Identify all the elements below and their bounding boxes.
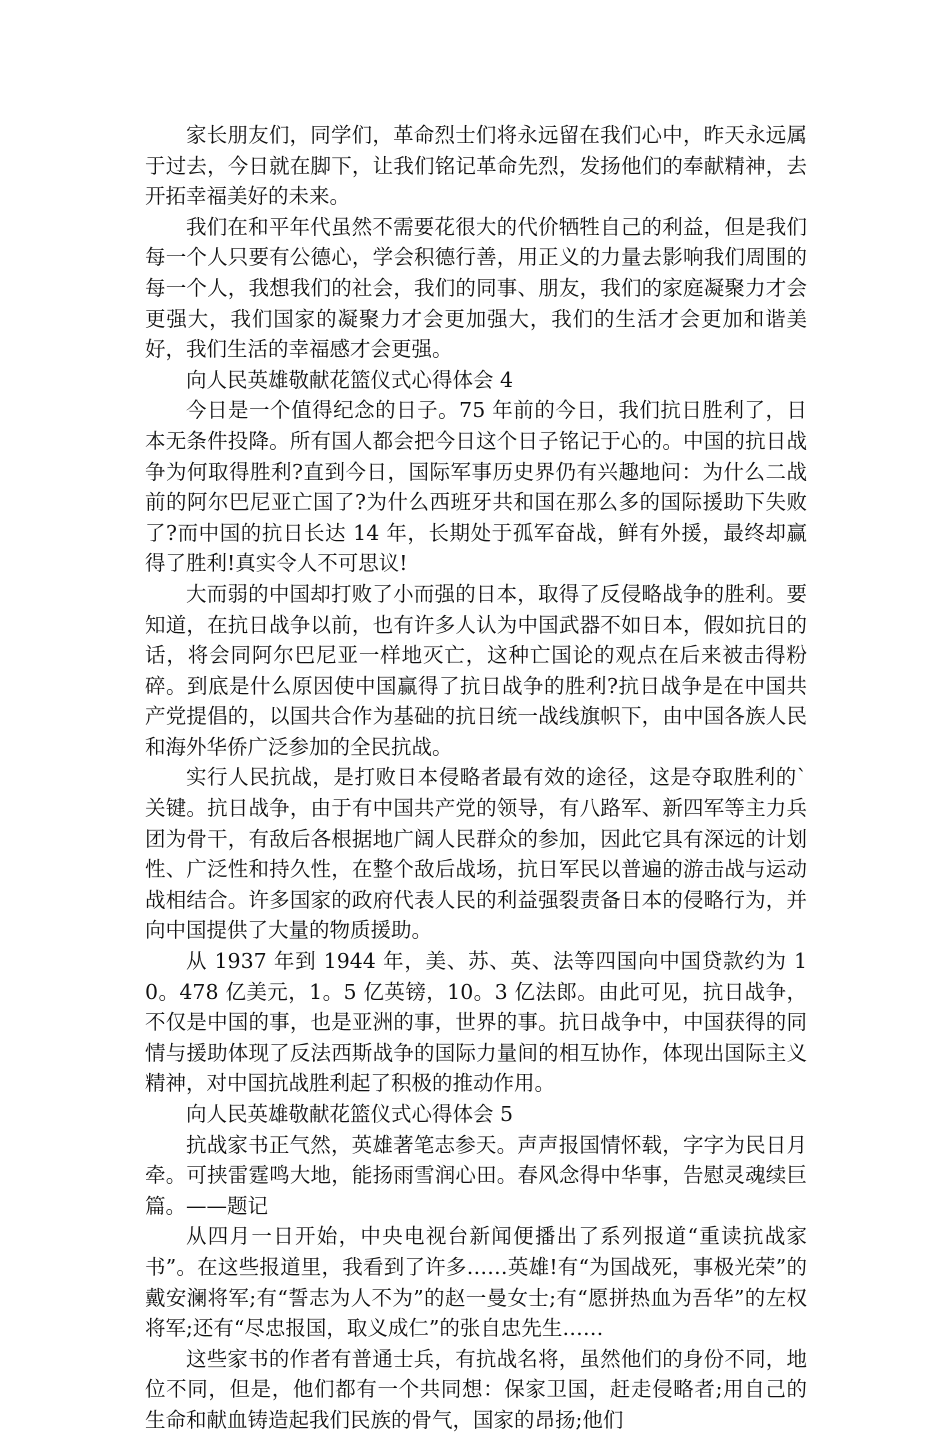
section-heading: 向人民英雄敬献花篮仪式心得体会 5 <box>186 1102 514 1126</box>
paragraph: 实行人民抗战，是打败日本侵略者最有效的途径，这是夺取胜利的`关键。抗日战争，由于有中国共产党的领导，有八路军、新四军等主力兵团为骨干，有敌后各根据地广阔人民群众的参加，因此它具有深远的计划性、广泛性和持久性，在整个敌后战场，抗日军民以普遍的游击战与运动战相结合。许多国家的政府代表人民的利益强裂责备日本的侵略行为，并向中国提供了大量的物质援助。 <box>145 765 807 943</box>
paragraph: 从 1937 年到 1944 年，美、苏、英、法等四国向中国贷款约为 10。478 亿美元，1。5 亿英镑，10。3 亿法郎。由此可见，抗日战争，不仅是中国的事，也是亚洲的事，世界的事。抗日战争中，中国获得的同情与援助体现了反法西斯战争的国际力量间的相互协作，体现出国际主义精神，对中国抗战胜利起了积极的推动作用。 <box>145 949 807 1096</box>
document-body <box>145 120 807 1436</box>
paragraph: 家长朋友们，同学们，革命烈士们将永远留在我们心中，昨天永远属于过去，今日就在脚下，让我们铭记革命先烈，发扬他们的奉献精神，去开拓幸福美好的未来。 <box>145 123 807 209</box>
paragraph: 我们在和平年代虽然不需要花很大的代价牺牲自己的利益，但是我们每一个人只要有公德心，学会积德行善，用正义的力量去影响我们周围的每一个人，我想我们的社会，我们的同事、朋友，我们的家庭凝聚力才会更强大，我们国家的凝聚力才会更加强大，我们的生活才会更加和谐美好，我们生活的幸福感才会更强。 <box>145 214 807 362</box>
paragraph: 从四月一日开始，中央电视台新闻便播出了系列报道“重读抗战家书”。在这些报道里，我看到了许多……英雄!有“为国战死，事极光荣”的戴安澜将军;有“誓志为人不为”的赵一曼女士;有“愿拼热血为吾华”的左权将军;还有“尽忠报国，取义成仁”的张自忠先生…… <box>145 1224 807 1341</box>
paragraph: 这些家书的作者有普通士兵，有抗战名将，虽然他们的身份不同，地位不同，但是，他们都有一个共同想：保家卫国，赶走侵略者;用自己的生命和献血铸造起我们民族的骨气，国家的昂扬;他们 <box>145 1346 807 1432</box>
paragraph: 今日是一个值得纪念的日子。75 年前的今日，我们抗日胜利了，日本无条件投降。所有国人都会把今日这个日子铭记于心的。中国的抗日战争为何取得胜利?直到今日，国际军事历史界仍有兴趣地问：为什么二战前的阿尔巴尼亚亡国了?为什么西班牙共和国在那么多的国际援助下失败了?而中国的抗日长达 14 年，长期处于孤军奋战，鲜有外援，最终却赢得了胜利!真实令人不可思议! <box>145 398 807 576</box>
paragraph: 大而弱的中国却打败了小而强的日本，取得了反侵略战争的胜利。要知道，在抗日战争以前，也有许多人认为中国武器不如日本，假如抗日的话，将会同阿尔巴尼亚一样地灭亡，这种亡国论的观点在后来被击得粉碎。到底是什么原因使中国赢得了抗日战争的胜利?抗日战争是在中国共产党提倡的，以国共合作为基础的抗日统一战线旗帜下，由中国各族人民和海外华侨广泛参加的全民抗战。 <box>145 581 807 759</box>
section-heading: 向人民英雄敬献花篮仪式心得体会 4 <box>186 367 514 392</box>
paragraph: 抗战家书正气然，英雄著笔志参天。声声报国情怀载，字字为民日月牵。可挟雷霆鸣大地，能扬雨雪润心田。春风念得中华事，告慰灵魂续巨篇。——题记 <box>145 1132 807 1218</box>
